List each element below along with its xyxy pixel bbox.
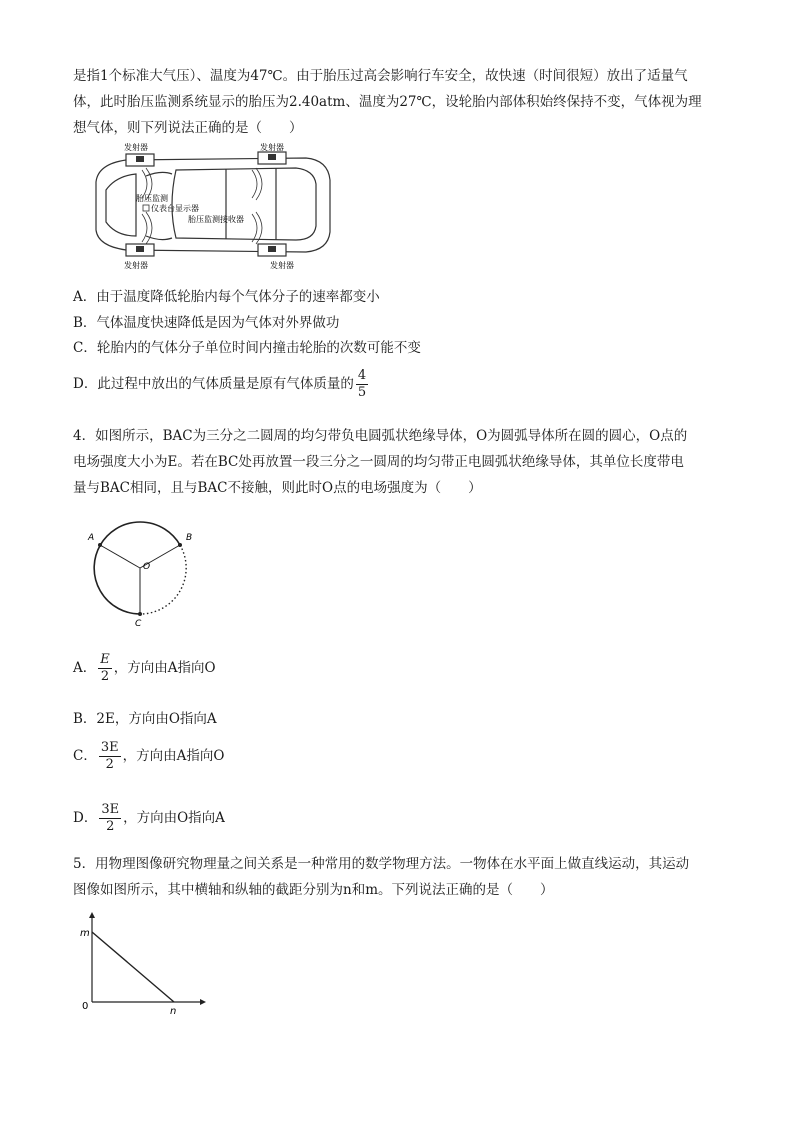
option-label: A．	[73, 660, 97, 676]
q4-option-b: B．2E，方向由O指向A	[73, 711, 217, 727]
q3-text-line-2: 体，此时胎压监测系统显示的胎压为2.40atm、温度为27℃，设轮胎内部体积始终保持不变，气体视为理	[73, 94, 702, 110]
arc-bac	[94, 522, 180, 614]
fraction-denominator: 2	[105, 757, 114, 772]
point-o-label: O	[143, 562, 151, 572]
q4-text-line-3: 量与BAC相同，且与BAC不接触，则此时O点的电场强度为（ ）	[73, 480, 482, 496]
y-axis-arrow-icon	[89, 912, 95, 918]
point-a-label: A	[88, 533, 95, 543]
point-c-label: C	[135, 619, 142, 629]
option-label: C．	[73, 748, 97, 764]
q3-text-line-1: 是指1个标准大气压）、温度为47℃。由于胎压过高会影响行车安全，故快速（时间很短）放出了适量气	[73, 68, 688, 84]
q5-text-line-2: 图像如图所示，其中横轴和纵轴的截距分别为n和m。下列说法正确的是（ ）	[73, 882, 554, 898]
linear-graph-figure	[76, 910, 206, 1018]
monitor-label: 胎压监测	[136, 194, 168, 203]
q3-option-a: A．由于温度降低轮胎内每个气体分子的速率都变小	[73, 289, 380, 305]
graph-line	[92, 932, 174, 1002]
radius-oa	[100, 545, 140, 568]
charged-arc-figure	[84, 520, 204, 632]
x-intercept-label: n	[170, 1006, 177, 1017]
q4-option-a	[73, 652, 216, 685]
q3-option-c: C．轮胎内的气体分子单位时间内撞击轮胎的次数可能不变	[73, 340, 421, 356]
fraction-four-fifths	[356, 368, 368, 401]
q3-text-line-3: 想气体，则下列说法正确的是（ ）	[73, 120, 303, 136]
transmitter-label-rear-left: 发射器	[260, 143, 284, 152]
fraction-numerator: 4	[357, 368, 367, 383]
transmitter-label-rear-right: 发射器	[270, 261, 294, 270]
y-intercept-label: m	[80, 928, 90, 939]
q4-option-c	[73, 740, 224, 773]
x-axis-arrow-icon	[200, 999, 206, 1005]
fraction-denominator: 5	[357, 385, 367, 400]
q4-option-d	[73, 802, 225, 835]
option-label: D．	[73, 810, 98, 826]
arc-bc-dotted	[140, 545, 186, 614]
q3-option-d	[73, 368, 370, 401]
fraction-3e-over-2	[99, 802, 121, 835]
fraction-3e-over-2	[99, 740, 121, 773]
receiver-label: 胎压监测接收器	[188, 215, 244, 224]
fraction-denominator: 2	[100, 669, 110, 684]
origin-label: 0	[82, 1001, 89, 1012]
q4-text-line-1: 4．如图所示，BAC为三分之二圆周的均匀带负电圆弧状绝缘导体，O为圆弧导体所在圆的圆心，O点的	[73, 428, 688, 444]
display-label: 仪表台显示器	[151, 204, 199, 213]
point-b-label: B	[186, 533, 193, 543]
option-text: ，方向由A指向O	[122, 748, 225, 764]
q4-text-line-2: 电场强度大小为E。若在BC处再放置一段三分之一圆周的均匀带正电圆弧状绝缘导体，其单位长度带电	[73, 454, 684, 470]
car-tire-pressure-figure	[76, 140, 336, 272]
fraction-numerator: 3E	[101, 802, 120, 817]
option-text: ，方向由O指向A	[123, 810, 225, 826]
q3-option-d-text: D．此过程中放出的气体质量是原有气体质量的	[73, 376, 354, 392]
option-text: ，方向由A指向O	[113, 660, 216, 676]
fraction-e-over-2	[98, 652, 112, 685]
display-icon	[143, 205, 149, 211]
q3-option-b: B．气体温度快速降低是因为气体对外界做功	[73, 315, 340, 331]
q5-text-line-1: 5．用物理图像研究物理量之间关系是一种常用的数学物理方法。一物体在水平面上做直线运动，其运动	[73, 856, 690, 872]
fraction-numerator: E	[100, 652, 110, 667]
fraction-numerator: 3E	[100, 740, 119, 755]
transmitter-label-front-right: 发射器	[124, 261, 148, 270]
transmitter-label-front-left: 发射器	[124, 143, 148, 152]
fraction-denominator: 2	[106, 819, 115, 834]
